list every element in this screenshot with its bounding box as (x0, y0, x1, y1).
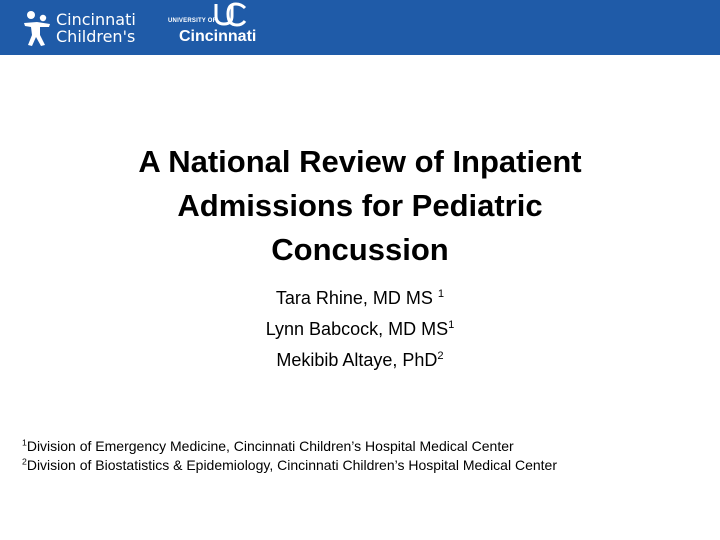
childrens-figure-icon (22, 9, 52, 47)
author-line (110, 283, 610, 314)
title-line: Admissions for Pediatric (177, 188, 543, 223)
author-affiliation-mark: 1 (437, 288, 445, 300)
author-line (110, 314, 610, 345)
author-name: Mekibib Altaye, PhD (276, 350, 438, 370)
affiliation-list (22, 437, 712, 475)
author-list (110, 283, 610, 376)
slide-title (60, 140, 660, 272)
university-of-cincinnati-logo (168, 2, 258, 50)
uc-logo-university-of: UNIVERSITY OF (168, 18, 217, 24)
uc-monogram-icon (212, 2, 248, 28)
affiliation-text: Division of Emergency Medicine, Cincinnati Children’s Hospital Medical Center (26, 438, 514, 454)
affiliation-text: Division of Biostatistics & Epidemiology, Cincinnati Children’s Hospital Medical Center (26, 457, 557, 473)
affiliation-mark: 2 (22, 456, 27, 467)
affiliation-line (22, 456, 712, 475)
cincinnati-childrens-logo (22, 8, 136, 48)
author-affiliation-mark: 2 (437, 350, 444, 362)
header-bar (0, 0, 720, 55)
author-line (110, 345, 610, 376)
cch-logo-line1: Cincinnati (56, 10, 136, 29)
title-line: A National Review of Inpatient (138, 144, 582, 179)
affiliation-mark: 1 (22, 437, 27, 448)
author-affiliation-mark: 1 (448, 319, 455, 331)
cch-logo-line2: Children's (56, 27, 136, 46)
author-name: Tara Rhine, MD MS (275, 288, 438, 308)
uc-logo-cincinnati: Cincinnati (179, 28, 257, 45)
title-line: Concussion (271, 232, 449, 267)
author-name: Lynn Babcock, MD MS (265, 319, 449, 339)
affiliation-line (22, 437, 712, 456)
